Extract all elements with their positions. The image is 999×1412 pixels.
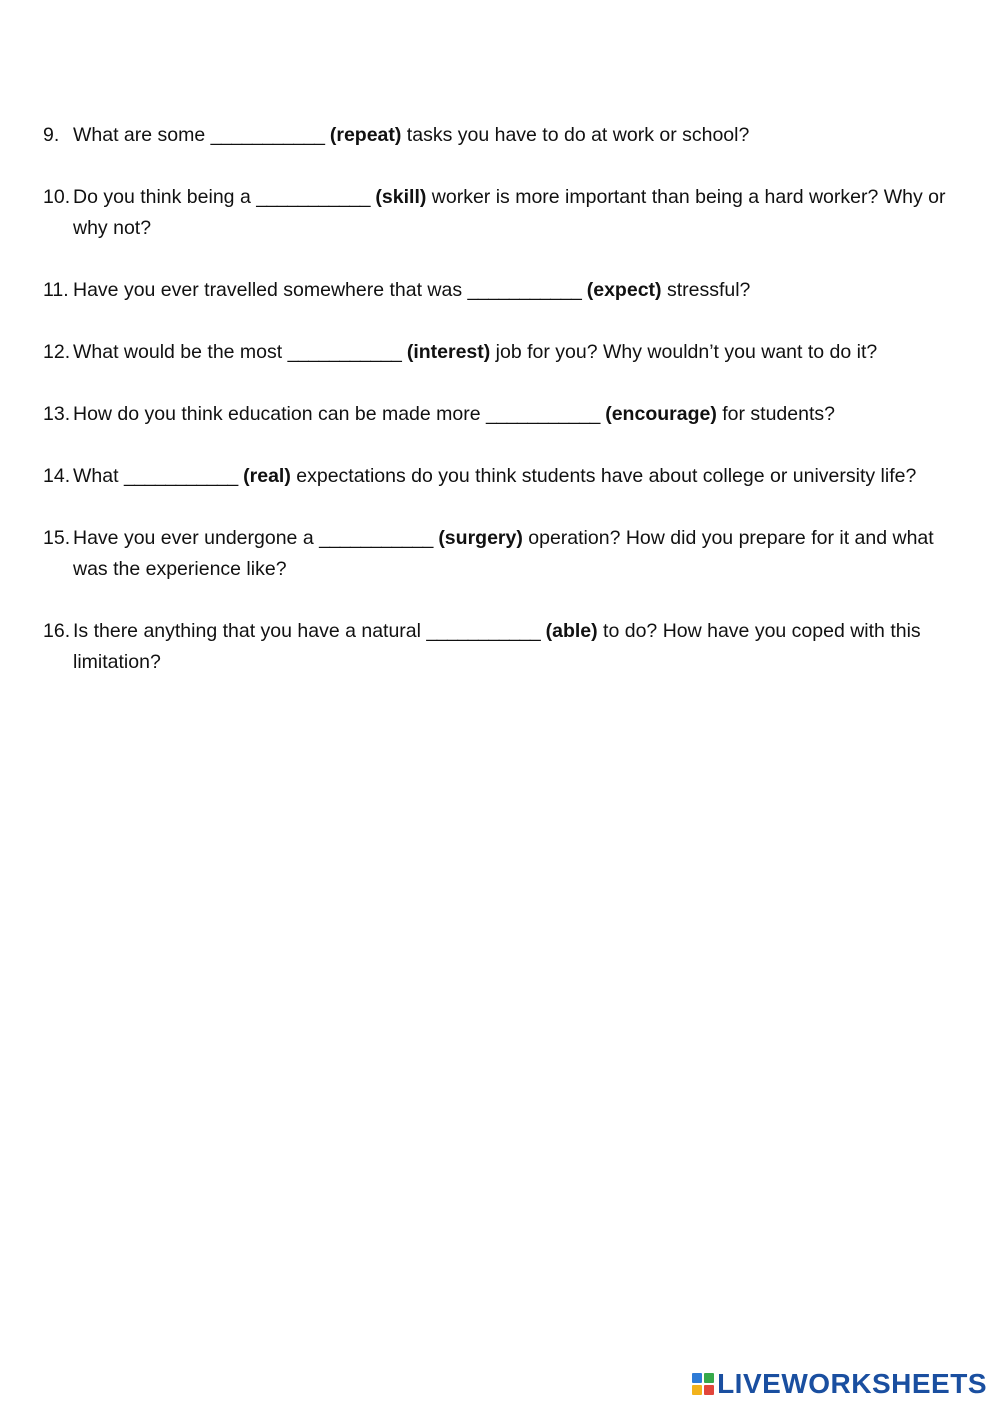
answer-blank[interactable]: ___________ (426, 620, 541, 642)
question-number: 14. (43, 465, 71, 487)
question-9 (43, 120, 948, 151)
question-text-before: What (73, 465, 124, 487)
word-hint: (able) (545, 620, 598, 642)
word-hint: (interest) (406, 341, 491, 363)
answer-blank[interactable]: ___________ (256, 186, 370, 208)
question-number: 16. (43, 620, 71, 642)
question-number: 11. (43, 279, 69, 301)
question-text-before: How do you think education can be made more (73, 403, 486, 425)
liveworksheets-logo (692, 1368, 987, 1400)
question-16 (43, 616, 948, 678)
question-number: 9. (43, 124, 60, 146)
question-11 (43, 275, 948, 306)
question-text-before: Is there anything that you have a natural (73, 620, 427, 642)
answer-blank[interactable]: ___________ (210, 124, 325, 146)
question-text-before: Have you ever travelled somewhere that was (73, 279, 468, 301)
question-number: 12. (43, 341, 71, 363)
logo-squares-icon (692, 1373, 714, 1395)
answer-blank[interactable]: ___________ (287, 341, 402, 363)
question-text-after: stressful? (661, 279, 751, 301)
worksheet-questions (43, 120, 948, 709)
logo-square (704, 1373, 714, 1383)
word-hint: (encourage) (605, 403, 717, 425)
question-text-after: operation? How did you prepare for it and what was the experience like? (73, 527, 934, 580)
question-text-after: tasks you have to do at work or school? (401, 124, 750, 146)
logo-text: LIVEWORKSHEETS (717, 1368, 987, 1399)
question-number: 13. (43, 403, 71, 425)
question-12 (43, 337, 948, 368)
question-text-after: for students? (716, 403, 835, 425)
question-10 (43, 182, 948, 244)
word-hint: (real) (243, 465, 291, 487)
logo-square (692, 1385, 702, 1395)
question-text-after: job for you? Why wouldn’t you want to do it? (490, 341, 878, 363)
answer-blank[interactable]: ___________ (467, 279, 582, 301)
word-hint: (surgery) (438, 527, 523, 549)
word-hint: (skill) (375, 186, 427, 208)
question-text-before: What would be the most (73, 341, 288, 363)
question-text-before: What are some (73, 124, 211, 146)
answer-blank[interactable]: ___________ (319, 527, 433, 549)
question-text-before: Have you ever undergone a (73, 527, 320, 549)
logo-square (704, 1385, 714, 1395)
question-text-after: expectations do you think students have about college or university life? (290, 465, 917, 487)
question-text-after: to do? How have you coped with this limitation? (73, 620, 921, 673)
logo-square (692, 1373, 702, 1383)
question-13 (43, 399, 948, 430)
answer-blank[interactable]: ___________ (486, 403, 600, 425)
question-text-before: Do you think being a (73, 186, 257, 208)
question-number: 10. (43, 186, 71, 208)
word-hint: (repeat) (329, 124, 402, 146)
question-text-after: worker is more important than being a hard worker? Why or why not? (73, 186, 946, 239)
word-hint: (expect) (586, 279, 662, 301)
question-number: 15. (43, 527, 71, 549)
question-15 (43, 523, 948, 585)
answer-blank[interactable]: ___________ (123, 465, 238, 487)
question-14 (43, 461, 948, 492)
